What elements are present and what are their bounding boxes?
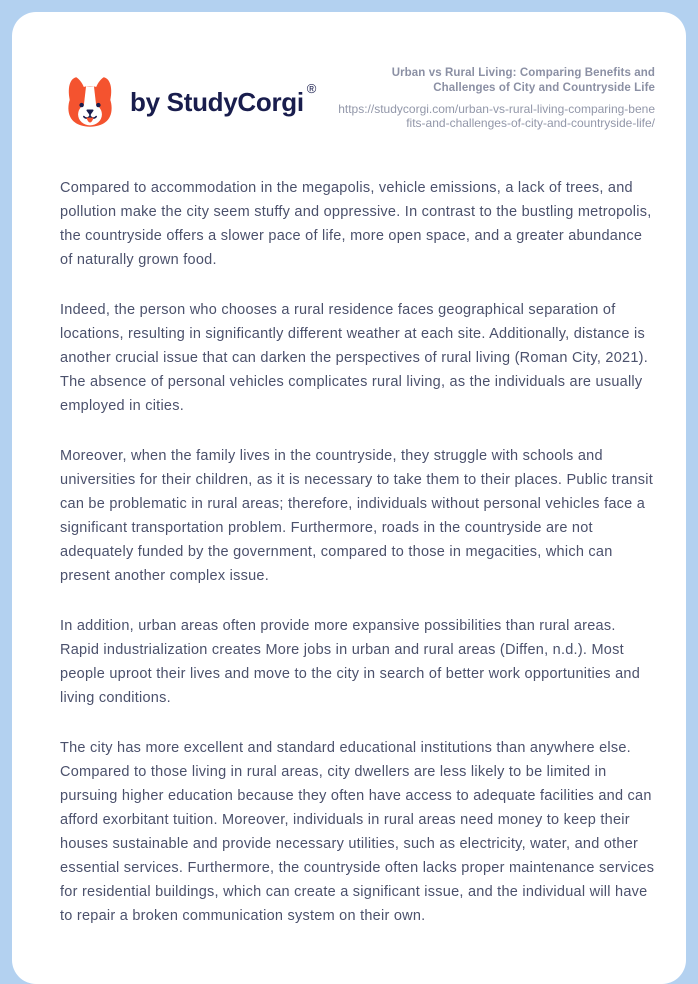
essay-paragraph: Compared to accommodation in the megapolis, vehicle emissions, a lack of trees, and pollution make the city seem stuffy and oppressive. In contrast to the bustling metropolis, the countryside offers a slower pace of life, more open space, and a greater abundance of naturally grown food. <box>60 180 652 268</box>
document-source-url-link[interactable]: https://studycorgi.com/urban-vs-rural-living-comparing-benefits-and-challenges-of-city-and-countryside-life/ <box>338 102 655 130</box>
essay-body <box>60 176 655 928</box>
essay-paragraph: In addition, urban areas often provide more expansive possibilities than rural areas. Rapid industrialization creates More jobs in urban and rural areas (Diffen, n.d.). Most people uproot their lives and move to the city in search of better work opportunities and living conditions. <box>60 618 641 706</box>
studycorgi-logo-link[interactable] <box>60 74 316 130</box>
document-title: Urban vs Rural Living: Comparing Benefits and Challenges of City and Countryside Life <box>391 67 655 94</box>
registered-trademark-symbol: ® <box>306 80 317 96</box>
essay-paragraph: The city has more excellent and standard educational institutions than anywhere else. Compared to those living in rural areas, city dwellers are less likely to be limited in pursuing higher education because they often have access to adequate facilities and can afford exorbitant tuition. Moreover, individuals in rural areas need money to keep their houses sustainable and provide necessary utilities, such as electricity, water, and other essential services. Furthermore, the countryside often lacks proper maintenance services for residential buildings, which can create a significant issue, and the individual will have to repair a broken communication system on their own. <box>60 740 655 924</box>
logo-brand-text: by StudyCorgi ® <box>130 80 317 117</box>
document-header <box>60 64 655 130</box>
essay-paragraph: Indeed, the person who chooses a rural residence faces geographical separation of locations, resulting in significantly different weather at each site. Additionally, distance is another crucial issue that can darken the perspectives of rural living (Roman City, 2021). The absence of personal vehicles complicates rural living, as the individuals are usually employed in cities. <box>60 302 649 414</box>
document-title-block <box>337 64 655 130</box>
essay-paragraph: Moreover, when the family lives in the countryside, they struggle with schools and universities for their children, as it is necessary to take them to their places. Public transit can be problematic in rural areas; therefore, individuals without personal vehicles face a significant transportation problem. Furthermore, roads in the countryside are not adequately funded by the government, compared to those in megacities, which can present another complex issue. <box>60 448 653 584</box>
corgi-logo-icon <box>60 74 120 130</box>
document-card <box>12 12 686 984</box>
